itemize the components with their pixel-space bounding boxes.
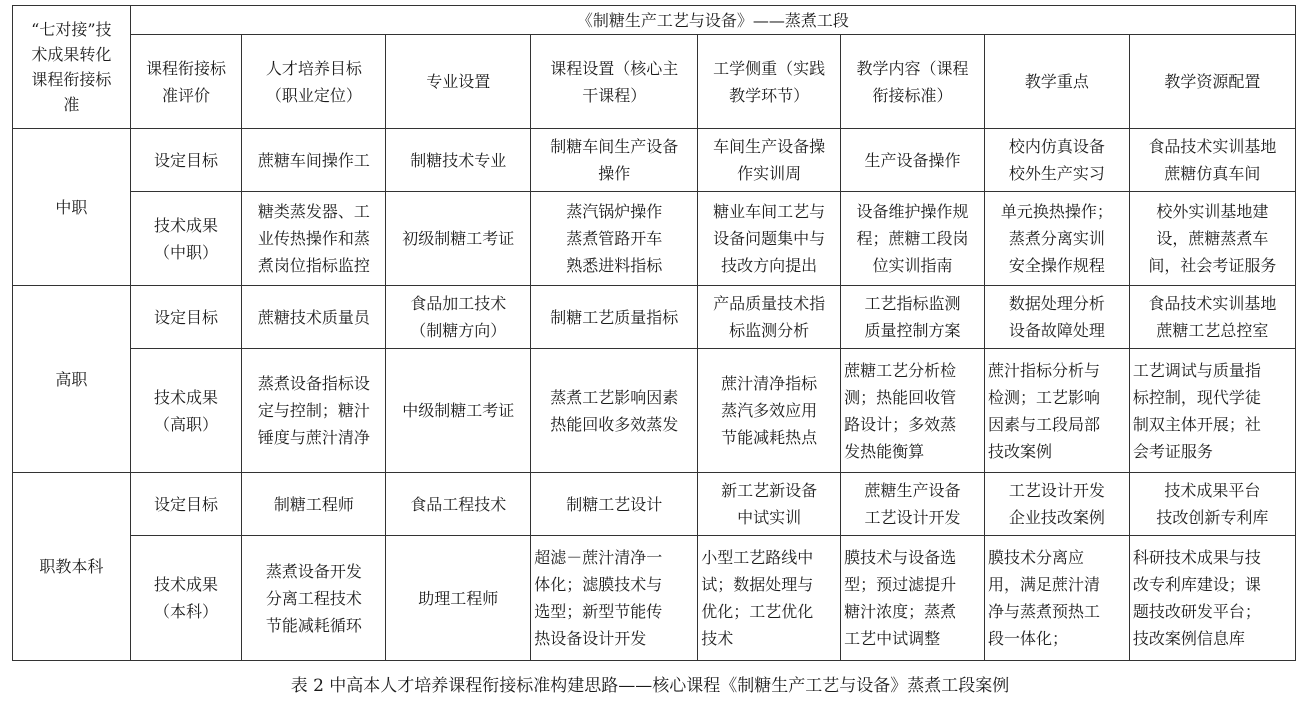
cell-text: 数据处理分析 <box>1008 294 1105 313</box>
cell-text: （中职） <box>154 242 219 262</box>
header-row-title <box>13 6 1296 35</box>
cell-text: 型；预过滤提升 <box>844 575 957 594</box>
data-cell <box>984 536 1129 661</box>
table-row <box>13 473 1296 536</box>
cell-text: 程；蔗糖工段岗 <box>856 229 969 248</box>
cell-text: 初级制糖工考证 <box>402 229 515 248</box>
data-cell <box>841 473 985 536</box>
data-cell <box>130 129 242 192</box>
data-cell <box>1129 473 1295 536</box>
cell-text: 中级制糖工考证 <box>402 401 515 420</box>
cell-text: 制糖工程师 <box>273 494 354 514</box>
data-cell <box>1129 129 1295 192</box>
cell-text: 工艺中试调整 <box>844 629 941 648</box>
cell-text: 教学资源配置 <box>1164 72 1261 91</box>
cell-text: 蔗汁清净指标 <box>721 374 818 393</box>
data-cell <box>841 286 985 349</box>
cell-text: 发热能衡算 <box>844 441 925 461</box>
cell-text: 蔗糖工艺总控室 <box>1156 321 1269 340</box>
cell-text: 设备维护操作规 <box>856 202 969 221</box>
cell-text: 分离工程技术 <box>265 588 362 608</box>
data-cell <box>698 286 841 349</box>
data-cell <box>841 129 985 192</box>
cell-text: 干课程） <box>582 85 647 105</box>
data-cell <box>1129 286 1295 349</box>
cell-text: 蒸煮设备开发 <box>265 561 362 581</box>
cell-text: 热设备设计开发 <box>534 629 647 648</box>
cell-text: 助理工程师 <box>418 588 499 608</box>
data-cell <box>1129 349 1295 473</box>
level-cell <box>13 286 131 473</box>
header-row-columns <box>13 35 1296 129</box>
level-cell <box>13 473 131 661</box>
data-cell <box>984 129 1129 192</box>
cell-text: 蔗糖技术质量员 <box>257 307 370 327</box>
cell-text: 食品技术实训基地 <box>1148 294 1277 313</box>
cell-text: 教学内容（课程 <box>856 58 969 78</box>
cell-text: 设定目标 <box>154 494 219 514</box>
table-row <box>13 349 1296 473</box>
data-cell <box>531 473 698 536</box>
cell-text: 课程衔接标 <box>146 58 227 78</box>
cell-text: 膜技术分离应 <box>987 548 1084 567</box>
cell-text: 定与控制；糖汁 <box>257 401 370 420</box>
cell-text: 因素与工段局部 <box>987 414 1100 434</box>
data-cell <box>1129 536 1295 661</box>
cell-text: 蔗糖仿真车间 <box>1164 164 1261 183</box>
cell-text: 题技改研发平台； <box>1132 602 1261 621</box>
cell-text: 新工艺新设备 <box>721 481 818 500</box>
data-cell <box>841 349 985 473</box>
data-cell <box>386 129 531 192</box>
cell-text: 煮岗位指标监控 <box>257 256 370 275</box>
cell-text: （高职） <box>154 414 219 434</box>
cell-text: 蔗汁指标分析与 <box>987 360 1100 380</box>
data-cell <box>698 473 841 536</box>
cell-text: 技术 <box>701 629 734 648</box>
column-header-cell <box>531 35 698 129</box>
table-row <box>13 536 1296 661</box>
cell-text: 课程衔接标 <box>31 70 112 89</box>
cell-text: 工艺指标监测 <box>864 294 961 313</box>
cell-text: 改专利库建设；课 <box>1132 575 1261 594</box>
column-header-cell <box>130 35 242 129</box>
cell-text: 技术成果 <box>154 387 219 407</box>
data-cell <box>130 192 242 286</box>
cell-text: 高职 <box>55 369 88 389</box>
data-cell <box>130 473 242 536</box>
cell-text: 工艺设计开发 <box>1008 481 1105 500</box>
cell-text: 设定目标 <box>154 150 219 170</box>
cell-text: 间，社会考证服务 <box>1148 256 1277 275</box>
cell-text: 准 <box>63 95 80 114</box>
cell-text: 生产设备操作 <box>864 150 961 170</box>
cell-text: 人才培养目标 <box>265 58 362 78</box>
cell-text: 选型；新型节能传 <box>534 602 663 621</box>
cell-text: 教学重点 <box>1024 72 1089 91</box>
data-cell <box>698 192 841 286</box>
cell-text: 食品技术实训基地 <box>1148 137 1277 156</box>
cell-text: 业传热操作和蒸 <box>257 229 370 248</box>
data-cell <box>984 349 1129 473</box>
cell-text: 蔗糖工艺分析检 <box>844 360 957 380</box>
cell-text: 设定目标 <box>154 307 219 327</box>
cell-text: 熟悉进料指标 <box>566 256 663 275</box>
cell-text: 设备问题集中与 <box>713 229 826 248</box>
data-cell <box>130 536 242 661</box>
cell-text: 作实训周 <box>737 164 802 183</box>
cell-text: 产品质量技术指 <box>713 294 826 313</box>
cell-text: 测；热能回收管 <box>844 387 957 407</box>
cell-text: 蔗糖车间操作工 <box>257 150 370 170</box>
cell-text: 段一体化； <box>987 629 1068 648</box>
data-cell <box>698 129 841 192</box>
cell-text: 用，满足蔗汁清 <box>987 575 1100 594</box>
cell-text: 制糖车间生产设备 <box>550 137 679 156</box>
cell-text: 蒸汽多效应用 <box>721 401 818 420</box>
table-caption: 表 2 中高本人才培养课程衔接标准构建思路——核心课程《制糖生产工艺与设备》蒸煮工段案例 <box>290 676 1010 696</box>
cell-text: 术成果转化 <box>31 45 112 64</box>
cell-text: 校外实训基地建 <box>1156 202 1269 221</box>
cell-text: 技术成果平台 <box>1164 481 1261 500</box>
cell-text: 校内仿真设备 <box>1008 137 1105 156</box>
data-cell <box>698 349 841 473</box>
cell-text: 中职 <box>55 197 88 217</box>
cell-text: 技术成果 <box>154 215 219 235</box>
cell-text: 优化；工艺优化 <box>701 602 814 621</box>
cell-text: 超滤－蔗汁清净一 <box>534 548 663 567</box>
cell-text: 设备故障处理 <box>1008 321 1105 340</box>
column-header-cell <box>242 35 386 129</box>
cell-text: 技改方向提出 <box>721 256 818 275</box>
cell-text: 试；数据处理与 <box>701 575 814 594</box>
cell-text: （职业定位） <box>265 85 362 105</box>
data-cell <box>698 536 841 661</box>
cell-text: 节能减耗热点 <box>721 428 818 447</box>
cell-text: 技改案例 <box>987 441 1052 461</box>
data-cell <box>130 286 242 349</box>
data-cell <box>841 192 985 286</box>
data-cell <box>386 349 531 473</box>
data-cell <box>386 192 531 286</box>
table-row <box>13 286 1296 349</box>
cell-text: 制双主体开展；社 <box>1132 414 1261 434</box>
cell-text: 课程设置（核心主 <box>550 58 679 78</box>
cell-text: 工艺设计开发 <box>864 508 961 527</box>
data-cell <box>242 129 386 192</box>
data-cell <box>531 536 698 661</box>
cell-text: 科研技术成果与技 <box>1132 548 1261 567</box>
cell-text: 衔接标准） <box>872 85 953 105</box>
data-cell <box>242 349 386 473</box>
column-header-cell <box>386 35 531 129</box>
cell-text: 《制糖生产工艺与设备》——蒸煮工段 <box>576 10 849 30</box>
column-header-cell <box>984 35 1129 129</box>
cell-text: 蒸煮设备指标设 <box>257 374 370 393</box>
cell-text: 技术成果 <box>154 575 219 594</box>
cell-text: 体化；滤膜技术与 <box>534 575 663 594</box>
cell-text: 质量控制方案 <box>864 321 961 340</box>
column-header-cell <box>841 35 985 129</box>
data-cell <box>386 473 531 536</box>
column-header-cell <box>698 35 841 129</box>
cell-text: 检测；工艺影响 <box>987 387 1100 407</box>
cell-text: 食品加工技术 <box>410 294 507 313</box>
data-cell <box>242 536 386 661</box>
cell-text: 单元换热操作； <box>1000 202 1113 221</box>
cell-text: 蒸汽锅炉操作 <box>566 202 663 221</box>
cell-text: 制糖工艺质量指标 <box>550 307 679 327</box>
cell-text: 糖业车间工艺与 <box>713 202 826 221</box>
table-row <box>13 192 1296 286</box>
cell-text: 准评价 <box>162 85 211 105</box>
data-cell <box>531 286 698 349</box>
cell-text: 小型工艺路线中 <box>701 548 814 567</box>
cell-text: 食品工程技术 <box>410 494 507 514</box>
data-cell <box>531 129 698 192</box>
cell-text: 位实训指南 <box>872 256 953 275</box>
cell-text: 中试实训 <box>737 508 802 527</box>
table-row <box>13 129 1296 192</box>
data-cell <box>984 473 1129 536</box>
cell-text: 专业设置 <box>426 72 491 91</box>
cell-text: 净与蒸煮预热工 <box>987 602 1100 621</box>
data-cell <box>242 192 386 286</box>
cell-text: 标监测分析 <box>729 321 810 340</box>
data-cell <box>531 349 698 473</box>
cell-text: 技改案例信息库 <box>1132 629 1245 648</box>
cell-text: 设，蔗糖蒸煮车 <box>1156 229 1269 248</box>
data-cell <box>531 192 698 286</box>
cell-text: 糖类蒸发器、工 <box>257 202 370 221</box>
column-header-cell <box>1129 35 1295 129</box>
cell-text: 蒸煮分离实训 <box>1008 229 1105 248</box>
cell-text: 教学环节） <box>729 85 810 105</box>
cell-text: 技改创新专利库 <box>1156 508 1269 527</box>
cell-text: 路设计；多效蒸 <box>844 414 957 434</box>
data-cell <box>386 536 531 661</box>
data-cell <box>984 286 1129 349</box>
cell-text: 车间生产设备操 <box>713 137 826 156</box>
cell-text: 热能回收多效蒸发 <box>550 414 679 434</box>
cell-text: 节能减耗循环 <box>265 615 362 635</box>
data-cell <box>242 473 386 536</box>
data-cell <box>984 192 1129 286</box>
cell-text: 标控制，现代学徒 <box>1132 387 1261 407</box>
data-cell <box>242 286 386 349</box>
data-cell <box>386 286 531 349</box>
cell-text: 操作 <box>598 164 631 183</box>
cell-text: 制糖技术专业 <box>410 150 507 170</box>
data-cell <box>841 536 985 661</box>
cell-text: 会考证服务 <box>1132 441 1213 461</box>
cell-text: 蔗糖生产设备 <box>864 481 961 500</box>
cell-text: 工艺调试与质量指 <box>1132 360 1261 380</box>
data-cell <box>130 349 242 473</box>
cell-text: 蒸煮工艺影响因素 <box>550 387 679 407</box>
data-cell <box>1129 192 1295 286</box>
corner-header-cell <box>13 6 131 129</box>
cell-text: 锤度与蔗汁清净 <box>257 428 370 447</box>
level-cell <box>13 129 131 286</box>
cell-text: 安全操作规程 <box>1008 256 1105 275</box>
cell-text: “七对接”技 <box>31 20 112 39</box>
cell-text: 职教本科 <box>39 557 104 576</box>
cell-text: 企业技改案例 <box>1008 508 1105 527</box>
cell-text: 工学侧重（实践 <box>713 58 826 78</box>
cell-text: （制糖方向） <box>410 321 507 340</box>
cell-text: 膜技术与设备选 <box>844 548 957 567</box>
cell-text: 蒸煮管路开车 <box>566 229 663 248</box>
cell-text: （本科） <box>154 602 219 621</box>
cell-text: 制糖工艺设计 <box>566 494 663 514</box>
course-articulation-table <box>12 5 1296 661</box>
course-title-cell <box>130 6 1295 35</box>
cell-text: 糖汁浓度；蒸煮 <box>844 602 957 621</box>
cell-text: 校外生产实习 <box>1008 164 1105 183</box>
